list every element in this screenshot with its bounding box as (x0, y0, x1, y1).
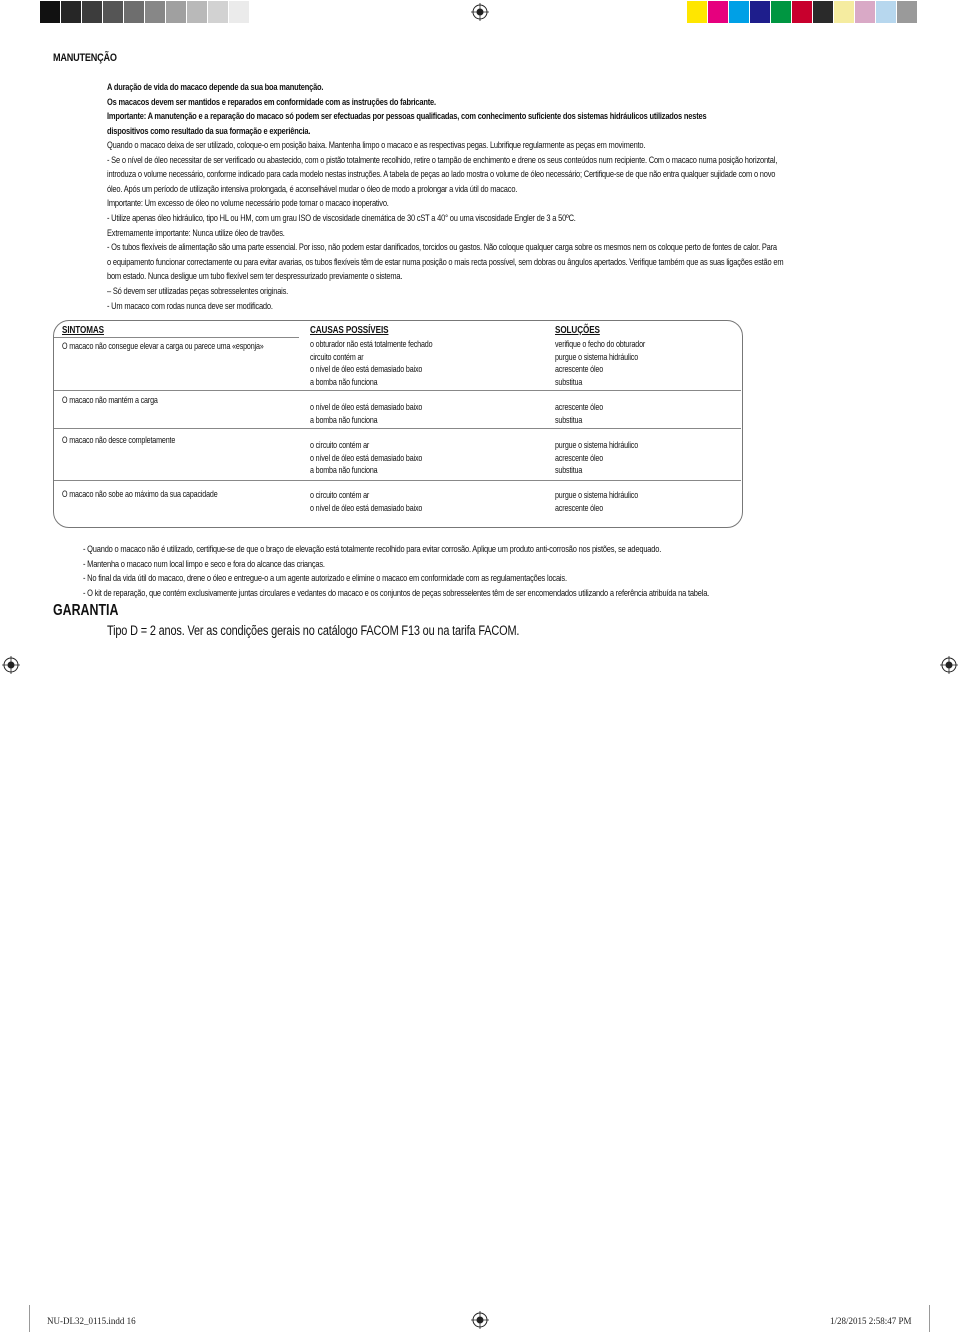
table-rule (54, 480, 741, 481)
color-swatch (687, 1, 707, 23)
color-swatch (145, 1, 165, 23)
table-cell-causes: o circuito contém ar o nível de óleo está demasiado baixo a bomba não funciona (310, 439, 423, 476)
body-line: - Se o nível de óleo necessitar de ser verificado ou abastecido, com o pistão totalmente recolhido, retire o tampão de enchimento e drene os seus conteúdos num recipiente. Com o macaco numa posição horizontal, (107, 154, 778, 166)
registration-mark-icon (471, 3, 489, 21)
maintenance-body (107, 139, 783, 314)
table-cell-solutions: purgue o sistema hidráulico acrescente óleo (555, 489, 639, 513)
table-cell-symptom: O macaco não sobe ao máximo da sua capacidade (62, 488, 218, 499)
intro-line: dispositivos como resultado da sua formação e experiência. (107, 125, 311, 137)
color-swatch (61, 1, 81, 23)
body-line: Extremamente importante: Nunca utilize óleo de travões. (107, 227, 285, 239)
note-line: - Quando o macaco não é utilizado, certifique-se de que o braço de elevação está totalmente recolhido para evitar corrosão. Aplique um produto anti-corrosão nos pistões, se adequado. (83, 544, 662, 555)
note-line: - Mantenha o macaco num local limpo e seco e fora do alcance das crianças. (83, 558, 325, 570)
color-swatch (708, 1, 728, 23)
color-swatch (813, 1, 833, 23)
footer-timestamp: 1/28/2015 2:58:47 PM (830, 1316, 912, 1326)
footer-file-name: NU-DL32_0115.indd 16 (47, 1316, 136, 1326)
table-cell-solutions: verifique o fecho do obturador purgue o sistema hidráulico acrescente óleo substitua (555, 338, 646, 387)
body-line: – Só devem ser utilizadas peças sobresselentes originais. (107, 285, 289, 297)
color-swatch (876, 1, 896, 23)
table-cell-causes: o nível de óleo está demasiado baixo a bomba não funciona (310, 401, 423, 425)
body-line: o equipamento funcionar correctamente ou para evitar avarias, os tubos flexíveis têm de estar numa posição o mais recta possível, sem dobras ou ângulos apertados. Verifique também que as suas ligações estão em (107, 256, 784, 268)
table-cell-symptom: O macaco não desce completamente (62, 434, 176, 445)
table-cell-solutions: acrescente óleo substitua (555, 401, 604, 425)
table-cell-symptom: O macaco não consegue elevar a carga ou parece uma «esponja» (62, 340, 264, 351)
intro-line: Os macacos devem ser mantidos e reparados em conformidade com as instruções do fabricante. (107, 96, 436, 108)
maintenance-intro (107, 81, 706, 139)
table-rule (54, 337, 299, 338)
color-swatch (750, 1, 770, 23)
crop-mark (929, 1305, 930, 1332)
body-line: - Os tubos flexíveis de alimentação são uma parte essencial. Por isso, não podem estar danificados, torcidos ou gastos. Não coloque qualquer carga sobre os mesmos nem os coloque perto de fontes de calor. Para (107, 242, 777, 254)
body-line: - Um macaco com rodas nunca deve ser modificado. (107, 300, 273, 312)
color-swatch (897, 1, 917, 23)
intro-line: Importante: A manutenção e a reparação do macaco só podem ser efectuadas por pessoas qualificadas, com conhecimento suficiente dos sistemas hidráulicos utilizados nestes (107, 111, 707, 123)
table-rule (54, 428, 741, 429)
table-header-symptoms: SINTOMAS (62, 325, 105, 336)
color-swatch (771, 1, 791, 23)
body-line: introduza o volume necessário, conforme indicado para cada modelo nestas instruções. A tabela de peças ao lado mostra o volume de óleo necessário; Certifique-se de que não entra qualquer sujidade com o novo (107, 169, 776, 181)
color-swatch (40, 1, 60, 23)
color-swatch (834, 1, 854, 23)
intro-line: A duração de vida do macaco depende da sua boa manutenção. (107, 82, 324, 93)
color-swatch (103, 1, 123, 23)
color-swatch (187, 1, 207, 23)
color-swatch (792, 1, 812, 23)
color-swatch (166, 1, 186, 23)
registration-mark-icon (940, 656, 958, 674)
body-line: óleo. Após um período de utilização intensiva prolongada, é aconselhável mudar o óleo de modo a prolongar a vida útil do macaco. (107, 183, 518, 195)
color-swatch (124, 1, 144, 23)
warranty-text: Tipo D = 2 anos. Ver as condições gerais no catálogo FACOM F13 ou na tarifa FACOM. (107, 623, 520, 639)
registration-mark-icon (471, 1311, 489, 1329)
crop-mark (29, 1305, 30, 1332)
body-line: - Utilize apenas óleo hidráulico, tipo HL ou HM, com um grau ISO de viscosidade cinemática de 30 cST a 40° ou uma viscosidade Engler de 3 a 50ºC. (107, 212, 576, 224)
warranty-title: GARANTIA (53, 602, 119, 619)
table-header-solutions: SOLUÇÕES (555, 325, 600, 336)
table-cell-symptom: O macaco não mantém a carga (62, 394, 158, 405)
body-line: Importante: Um excesso de óleo no volume necessário pode tornar o macaco inoperativo. (107, 198, 389, 210)
color-swatch (229, 1, 249, 23)
table-cell-causes: o obturador não está totalmente fechado circuito contém ar o nível de óleo está demasiado baixo a bomba não funciona (310, 338, 433, 387)
table-cell-causes: o circuito contém ar o nível de óleo está demasiado baixo (310, 489, 423, 513)
color-swatch (82, 1, 102, 23)
section-title: MANUTENÇÃO (53, 52, 117, 64)
color-swatch (729, 1, 749, 23)
table-rule (54, 390, 741, 391)
color-swatch (208, 1, 228, 23)
note-line: - O kit de reparação, que contém exclusivamente juntas circulares e vedantes do macaco e os conjuntos de peças sobresselentes têm de ser encomendados utilizando a referência atribuída na tabela. (83, 587, 710, 599)
color-swatch (855, 1, 875, 23)
registration-mark-icon (2, 656, 20, 674)
note-line: - No final da vida útil do macaco, drene o óleo e entregue-o a um agente autorizado e elimine o macaco em conformidade com as regulamentações locais. (83, 573, 567, 585)
table-header-causes: CAUSAS POSSÍVEIS (310, 325, 389, 336)
table-cell-solutions: purgue o sistema hidráulico acrescente óleo substitua (555, 439, 639, 476)
body-line: Quando o macaco deixa de ser utilizado, coloque-o em posição baixa. Mantenha limpo o macaco e as respectivas pegas. Lubrifique regularmente as peças em movimento. (107, 140, 646, 151)
storage-notes (83, 543, 709, 601)
body-line: bom estado. Nunca desligue um tubo flexível sem ter despressurizado previamente o sistema. (107, 271, 403, 283)
